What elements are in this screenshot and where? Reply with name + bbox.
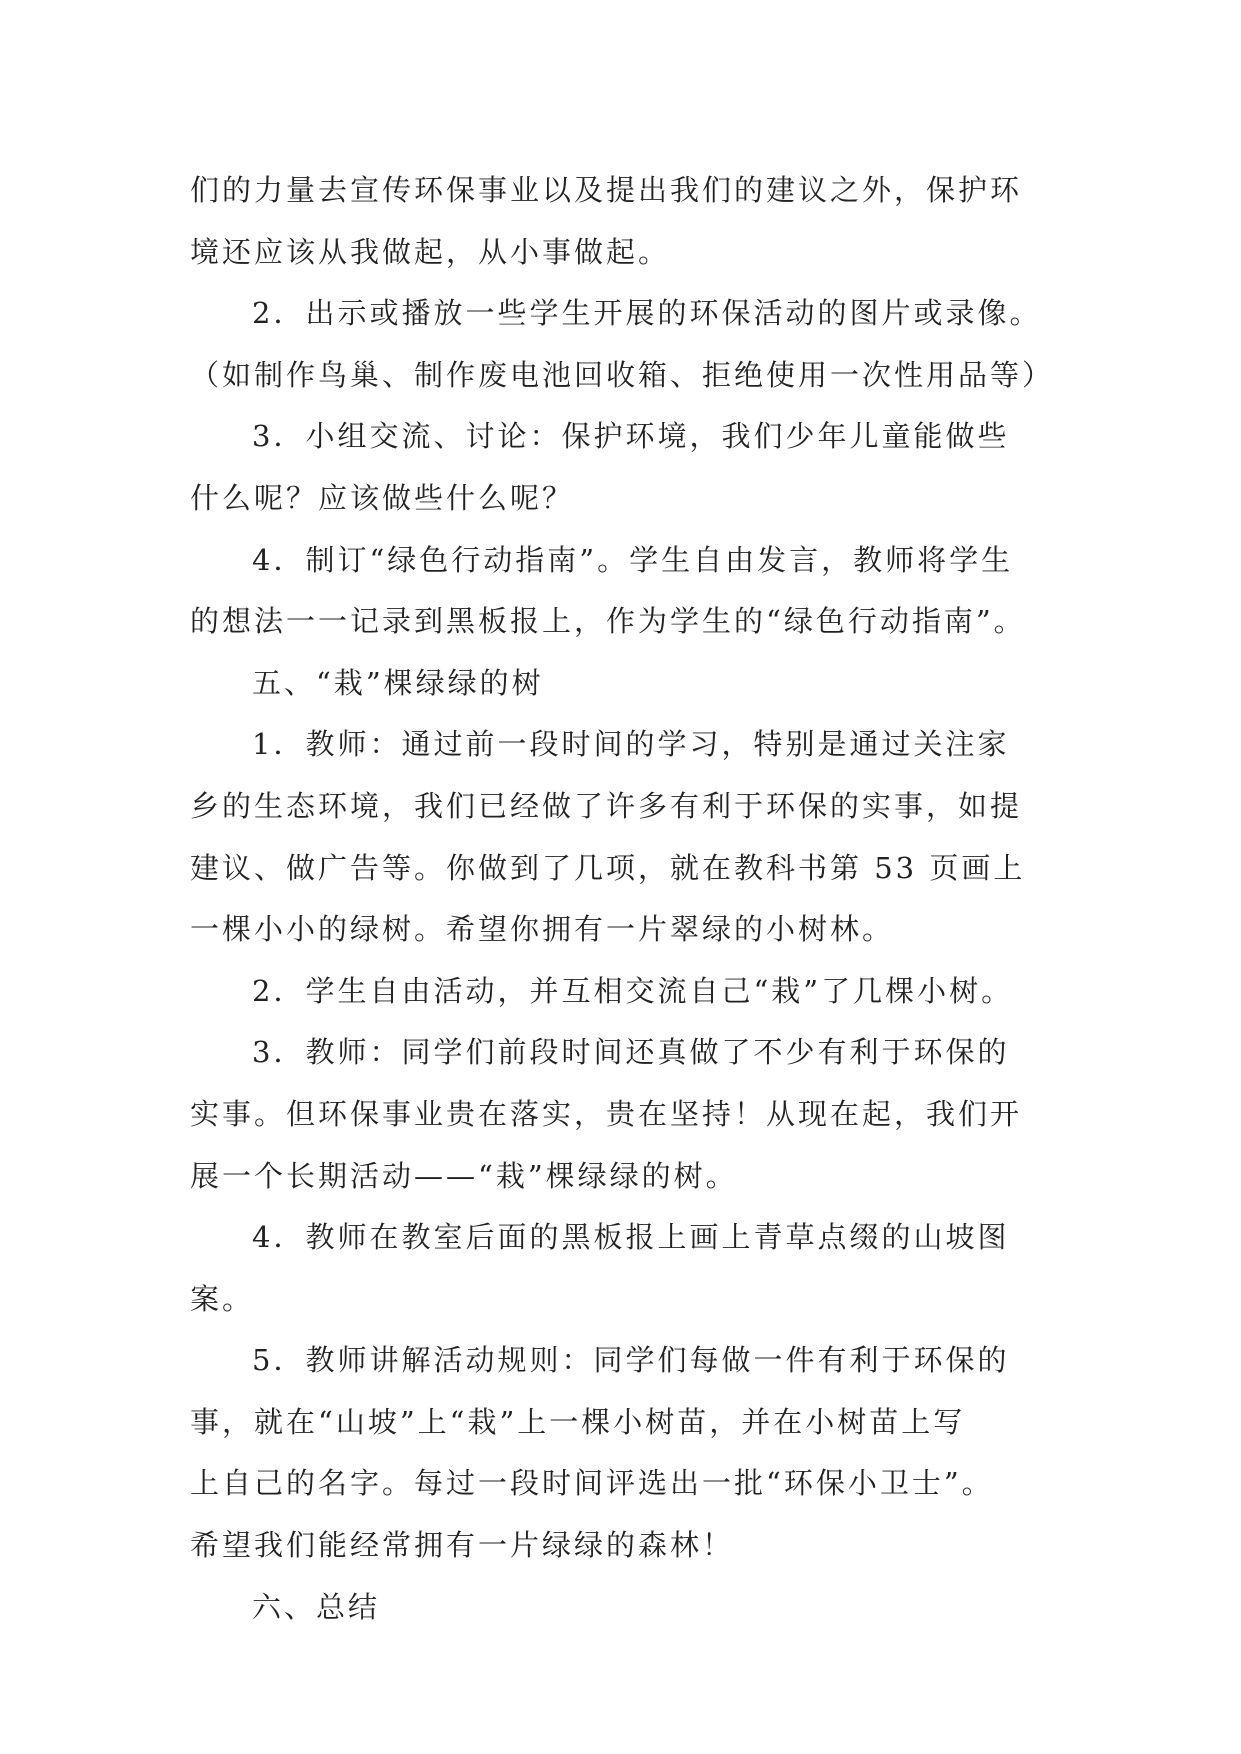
body-line: 4．教师在教室后面的黑板报上画上青草点缀的山坡图 bbox=[252, 1220, 1010, 1255]
body-line: 5．教师讲解活动规则：同学们每做一件有利于环保的 bbox=[252, 1343, 1010, 1378]
body-line: 的想法一一记录到黑板报上，作为学生的“绿色行动指南”。 bbox=[190, 604, 1026, 639]
body-line: 上自己的名字。每过一段时间评选出一批“环保小卫士”。 bbox=[190, 1466, 994, 1501]
body-line: 3．小组交流、讨论：保护环境，我们少年儿童能做些 bbox=[252, 419, 1010, 454]
body-line: 2．学生自由活动，并互相交流自己“栽”了几棵小树。 bbox=[252, 973, 1014, 1008]
document-body bbox=[190, 160, 1070, 1638]
body-line: （如制作鸟巢、制作废电池回收箱、拒绝使用一次性用品等） bbox=[190, 357, 1055, 392]
section-heading: 五、“栽”棵绿绿的树 bbox=[252, 665, 544, 700]
body-line: 乡的生态环境，我们已经做了许多有利于环保的实事，如提 bbox=[190, 788, 1023, 823]
body-line: 1．教师：通过前一段时间的学习，特别是通过关注家 bbox=[252, 727, 1010, 762]
body-line: 案。 bbox=[190, 1281, 255, 1316]
body-line: 3．教师：同学们前段时间还真做了不少有利于环保的 bbox=[252, 1035, 1010, 1070]
section-heading: 六、总结 bbox=[252, 1589, 381, 1624]
body-line: 事，就在“山坡”上“栽”上一棵小树苗，并在小树苗上写 bbox=[190, 1404, 966, 1439]
body-line: 建议、做广告等。你做到了几项，就在教科书第 53 页画上 bbox=[190, 850, 1026, 885]
body-line: 一棵小小的绿树。希望你拥有一片翠绿的小树林。 bbox=[190, 912, 895, 947]
body-line: 4．制订“绿色行动指南”。学生自由发言，教师将学生 bbox=[252, 542, 1014, 577]
body-line: 实事。但环保事业贵在落实，贵在坚持！从现在起，我们开 bbox=[190, 1096, 1023, 1131]
body-line: 展一个长期活动——“栽”棵绿绿的树。 bbox=[190, 1158, 738, 1193]
body-line: 境还应该从我做起，从小事做起。 bbox=[190, 234, 671, 269]
body-line: 们的力量去宣传环保事业以及提出我们的建议之外，保护环 bbox=[190, 173, 1023, 207]
body-line: 希望我们能经常拥有一片绿绿的森林！ bbox=[190, 1528, 735, 1563]
body-line: 2．出示或播放一些学生开展的环保活动的图片或录像。 bbox=[252, 296, 1042, 331]
body-line: 什么呢？应该做些什么呢？ bbox=[190, 480, 575, 515]
